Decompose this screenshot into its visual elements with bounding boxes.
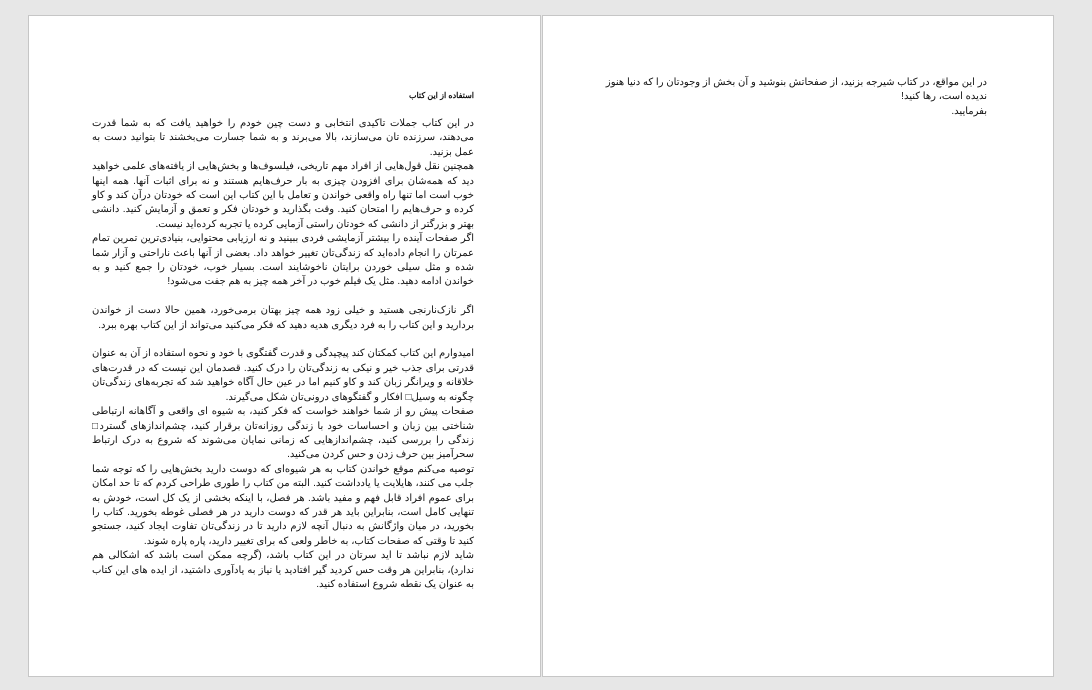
paragraph: در این کتاب جملات تاکیدی انتخابی و دست چین خودم را خواهید یافت که به شما قدرت می‌دهند، سرزنده تان می‌سازند، بالا می‌برند و به شما جسارت می‌بخشند تا بتوانید دست به عمل بزنید. xyxy=(92,118,474,158)
paragraph: صفحات پیش رو از شما خواهند خواست که فکر کنید، به شیوه ای واقعی و آگاهانه ارتباطی شناختی بین زبان و احساسات خود با زندگی روزانه‌تان برقرار کنید، چشم‌اندازهای گسترد□ زندگی را بررسی کنید، چشم‌اندازهایی که زمانی نمایان می‌شوند که شروع به درک ارتباط سحرآمیز بین حرف زدن و حس کردن می‌کنید. xyxy=(92,406,474,461)
paragraph: توصیه می‌کنم موقع خواندن کتاب به هر شیوه‌ای که دوست دارید بخش‌هایی را که توجه شما جلب می کنند، هایلایت یا یادداشت کنید. البته من کتاب را طوری طراحی کردم که تا حد امکان برای عموم افراد قابل فهم و مفید باشد. هر فصل، با اینکه بخشی از یک کل است، خودش به تنهایی کامل است، بنابراین باید هر قدر که دوست دارید در هر فصلی غوطه بخورید. کتاب را بخورید، در میان واژگانش به دنبال آنچه لازم دارید تا در زندگی‌تان تفاوت ایجاد کنید، جستجو کنید تا وقتی که صفحات کتاب، به خاطر ولعی که برای تغییر دارید، پاره پاره شوند. xyxy=(92,463,474,547)
section-heading: استفاده از این کتاب xyxy=(408,91,474,100)
document-page-left[interactable] xyxy=(28,15,541,677)
document-page-right[interactable] xyxy=(542,15,1054,677)
paragraph: در این مواقع، در کتاب شیرجه بزنید، از صفحاتش بنوشید و آن بخش از وجودتان را که دنیا هنوز ندیده است، رها کنید! xyxy=(605,77,987,103)
paragraph: اگر صفحات آینده را بیشتر آزمایشی فردی ببینید و نه ارزیابی محتوایی، بنیادی‌ترین تمرین تمام عمرتان را انجام داده‌اید که زندگی‌تان تغییر خواهد داد. بعضی از آنها باعث ناراحتی و آزار شما شده و مثل سیلی خوردن برایتان ناخوشایند است. بسیار خوب، خودتان را جمع کنید و به خواندن ادامه دهید. مثل یک فیلم خوب در آخر همه چیز به هم جفت می‌شود! xyxy=(92,233,474,288)
paragraph: شاید لازم نباشد تا اید سرتان در این کتاب باشد، (گرچه ممکن است باشد که اشکالی هم ندارد)، بنابراین هر وقت حس کردید گیر افتادید یا نیاز به یادآوری داشتید، از ایده های این کتاب به عنوان یک نقطه شروع استفاده کنید. xyxy=(92,550,474,590)
body-text xyxy=(597,76,987,119)
paragraph: امیدوارم این کتاب کمکتان کند پیچیدگی و قدرت گفتگوی با خود و نحوه استفاده از آن به عنوان قدرتی برای جذب خیر و نیکی به زندگی‌تان را درک کنید. قصدمان این نیست که در قدرت‌های خلاقانه و ویرانگر زبان کند و کاو کنیم اما در عین حال آگاه خواهید شد که تجربه‌های زندگی‌تان چگونه به وسیل□ افکار و گفتگوهای درونی‌تان شکل می‌گیرند. xyxy=(92,348,475,403)
body-text xyxy=(92,117,474,592)
paragraph: اگر نازک‌نارنجی هستید و خیلی زود همه چیز بهتان برمی‌خورد، همین حالا دست از خواندن بردارید و این کتاب را به فرد دیگری هدیه دهید که فکر می‌کنید می‌تواند از این کتاب بهره ببرد. xyxy=(92,305,474,331)
paragraph: همچنین نقل قول‌هایی از افراد مهم تاریخی، فیلسوف‌ها و بخش‌هایی از یافته‌های علمی خواهید دید که همه‌شان برای افزودن چیزی به بار حرف‌هایم هستند و نه برای اثبات آنها. همه اینها خوب است اما تنها راه واقعی خواندن و تعامل با این کتاب این است که خودتان درآن کند و کاو کرده و حرف‌هایم را امتحان کنید. وقت بگذارید و خودتان فکر و تعمق و آزمایش کنید. دانشی بهتر و بزرگتر از دانشی که خودتان راستی آزمایی کرده یا تجربه کرده‌اید نیست. xyxy=(92,161,474,230)
paragraph: بفرمایید. xyxy=(951,105,987,117)
